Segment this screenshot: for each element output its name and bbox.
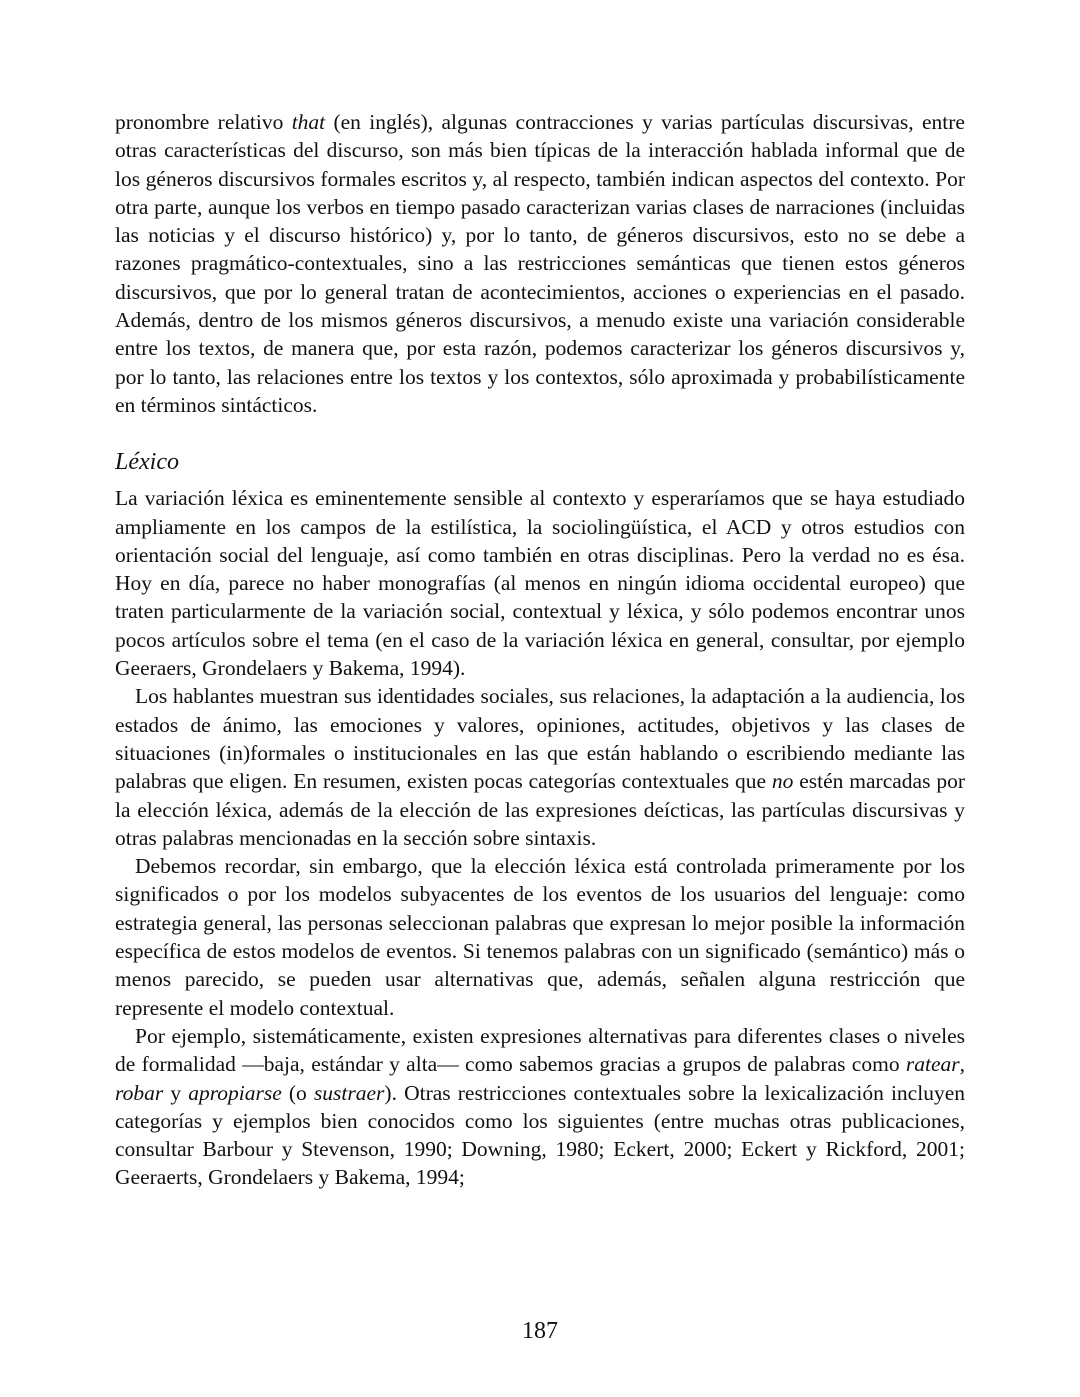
text-segment: ). Otras restricciones contextuales sobre la lexicalización incluyen categorías y ejemplos bien conocidos como los siguientes (entre muchas otras publicaciones, consultar Barbour y Stevenson, 1990; Downing, 1980; Eckert, 2000; Eckert y Rickford, 2001; Geeraerts, Grondelaers y Bakema, 1994; — [115, 1080, 965, 1190]
italic-term-sustraer: sustraer — [313, 1080, 385, 1105]
text-segment: Debemos recordar, sin embargo, que la elección léxica está controlada primeramente por los significados o por los modelos subyacentes de los eventos de los usuarios del lenguaje: como estrategia general, las personas seleccionan palabras que expresan lo mejor posible la información específica de estos modelos de eventos. Si tenemos palabras con un significado (semántico) más o menos parecido, se pueden usar alternativas que, además, señalen alguna restricción que represente el modelo contextual. — [115, 854, 965, 1020]
italic-term-no: no — [771, 769, 794, 794]
page-body — [115, 108, 965, 1192]
paragraph-syntax-continuation — [115, 108, 965, 419]
text-segment: , — [959, 1052, 965, 1077]
text-segment: y — [163, 1080, 189, 1105]
text-segment: (en inglés), algunas contracciones y varias partículas discursivas, entre otras características del discurso, son más bien típicas de la interacción hablada informal que de los géneros discursivos formales escritos y, al respecto, también indican aspectos del contexto. Por otra parte, aunque los verbos en tiempo pasado caracterizan varias clases de narraciones (incluidas las noticias y el discurso histórico) y, por lo tanto, de géneros discursivos, esto no se debe a razones pragmático-contextuales, sino a las restricciones semánticas que tienen estos géneros discursivos, que por lo general tratan de acontecimientos, acciones o experiencias en el pasado. Además, dentro de los mismos géneros discursivos, a menudo existe una variación considerable entre los textos, de manera que, por esta razón, podemos caracterizar los géneros discursivos y, por lo tanto, las relaciones entre los textos y los contextos, sólo aproximada y probabilísticamente en términos sintácticos. — [115, 110, 965, 417]
text-segment: La variación léxica es eminentemente sensible al contexto y esperaríamos que se haya estudiado ampliamente en los campos de la estilística, la sociolingüística, el ACD y otros estudios con orientación social del lenguaje, así como también en otras disciplinas. Pero la verdad no es ésa. Hoy en día, parece no haber monografías (al menos en ningún idioma occidental europeo) que traten particularmente de la variación social, contextual y léxica, y sólo podemos encontrar unos pocos artículos sobre el tema (en el caso de la variación léxica en general, consultar, por ejemplo Geeraers, Grondelaers y Bakema, 1994). — [115, 486, 965, 681]
text-segment: Los hablantes muestran sus identidades sociales, sus relaciones, la adaptación a la audiencia, los estados de ánimo, las emociones y valores, opiniones, actitudes, objetivos y las clases de situaciones (in)formales o institucionales en las que están hablando o escribiendo mediante las palabras que eligen. En resumen, existen pocas categorías contextuales que — [115, 684, 965, 794]
text-segment: estén marcadas por la elección léxica, además de la elección de las expresiones deícticas, las partículas discursivas y otras palabras mencionadas en la sección sobre sintaxis. — [115, 769, 965, 850]
paragraph-speakers — [115, 682, 965, 852]
paragraph-lexical-choice — [115, 852, 965, 1022]
section-heading-lexico: Léxico — [115, 449, 179, 476]
text-segment: pronombre relativo — [115, 110, 292, 134]
page-number: 187 — [522, 1318, 558, 1344]
paragraph-formality-examples — [115, 1022, 965, 1192]
italic-term-ratear: ratear — [905, 1052, 960, 1077]
paragraph-lexical-variation — [115, 484, 965, 682]
italic-term-robar: robar — [115, 1080, 164, 1105]
italic-term-that: that — [291, 110, 326, 134]
text-segment: Por ejemplo, sistemáticamente, existen expresiones alternativas para diferentes clases o niveles de formalidad —baja, estándar y alta— como sabemos gracias a grupos de palabras como — [115, 1023, 965, 1077]
text-segment: (o — [281, 1080, 314, 1105]
italic-term-apropiarse: apropiarse — [188, 1080, 282, 1105]
